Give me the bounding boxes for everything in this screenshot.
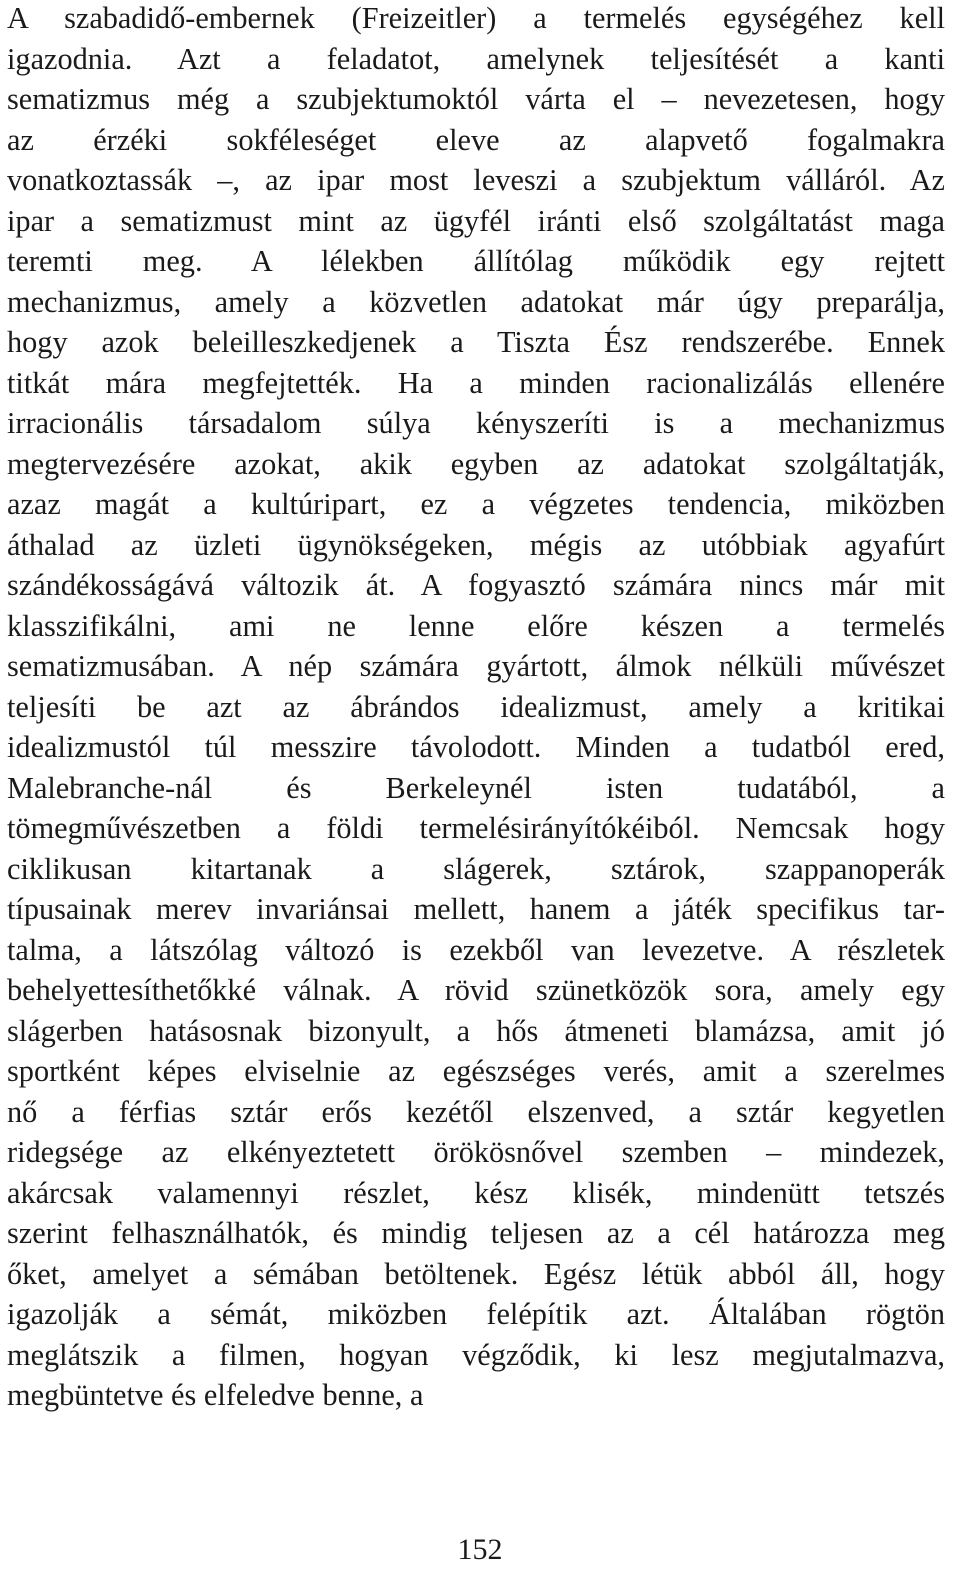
text-line: akárcsak valamennyi részlet, kész klisék, mindenütt tetszés: [7, 1175, 945, 1210]
text-line: az érzéki sokféleséget eleve az alapvető fogalmakra: [7, 122, 945, 157]
text-line: sematizmus még a szubjektumoktól várta el – nevezetesen, hogy: [7, 82, 945, 116]
text-line: idealizmustól túl messzire távolodott. Minden a tudatból ered,: [7, 730, 945, 764]
text-line: igazodnia. Azt a feladatot, amelynek teljesítését a kanti: [7, 41, 945, 76]
text-line: megbüntetve és elfeledve benne, a: [7, 1378, 424, 1412]
text-line: klasszifikálni, ami ne lenne előre készen a termelés: [7, 608, 945, 643]
text-line: teljesíti be azt az ábrándos idealizmust, amely a kritikai: [7, 689, 945, 724]
text-line: szerint felhasználhatók, és mindig teljesen az a cél határozza meg: [7, 1216, 945, 1250]
text-line: ipar a sematizmust mint az ügyfél iránti első szolgáltatást maga: [7, 203, 945, 238]
text-line: behelyettesíthetőkké válnak. A rövid szünetközök sora, amely egy: [7, 973, 945, 1007]
text-line: típusainak merev invariánsai mellett, hanem a játék specifikus tar-: [7, 892, 945, 926]
text-line: slágerben hatásosnak bizonyult, a hős átmeneti blamázsa, amit jó: [7, 1013, 945, 1048]
text-line: megtervezésére azokat, akik egyben az adatokat szolgáltatják,: [7, 446, 945, 481]
text-line: A szabadidő-embernek (Freizeitler) a termelés egységéhez kell: [7, 1, 945, 35]
text-line: titkát mára megfejtették. Ha a minden racionalizálás ellenére: [7, 365, 945, 400]
text-line: Malebranche-nál és Berkeleynél isten tudatából, a: [7, 770, 945, 805]
text-line: irracionális társadalom súlya kényszeríti is a mechanizmus: [7, 406, 945, 440]
text-line: áthalad az üzleti ügynökségeken, mégis az utóbbiak agyafúrt: [7, 527, 945, 562]
text-line: tömegművészetben a földi termelésirányítókéiból. Nemcsak hogy: [7, 811, 945, 845]
text-line: teremti meg. A lélekben állítólag működik egy rejtett: [7, 244, 945, 278]
text-line: sportként képes elviselnie az egészséges verés, amit a szerelmes: [7, 1054, 945, 1088]
text-line: mechanizmus, amely a közvetlen adatokat már úgy preparálja,: [7, 284, 945, 319]
text-line: vonatkoztassák –, az ipar most leveszi a szubjektum válláról. Az: [7, 163, 945, 197]
text-line: igazolják a sémát, miközben felépítik azt. Általában rögtön: [7, 1297, 945, 1331]
text-line: őket, amelyet a sémában betöltenek. Egész létük abból áll, hogy: [7, 1256, 945, 1291]
body-text: [7, 0, 945, 1416]
text-line: ciklikusan kitartanak a slágerek, sztárok, szappanoperák: [7, 851, 945, 886]
text-line: meglátszik a filmen, hogyan végződik, ki lesz megjutalmazva,: [7, 1337, 945, 1372]
text-line: szándékosságává változik át. A fogyasztó számára nincs már mit: [7, 568, 945, 602]
text-line: talma, a látszólag változó is ezekből van levezetve. A részletek: [7, 932, 945, 967]
text-line: azaz magát a kultúripart, ez a végzetes tendencia, miközben: [7, 487, 945, 521]
text-line: ridegsége az elkényeztetett örökösnővel szemben – mindezek,: [7, 1135, 945, 1169]
text-line: hogy azok beleilleszkedjenek a Tiszta Ész rendszerébe. Ennek: [7, 325, 945, 359]
text-line: nő a férfias sztár erős kezétől elszenved, a sztár kegyetlen: [7, 1094, 945, 1129]
text-line: sematizmusában. A nép számára gyártott, álmok nélküli művészet: [7, 649, 945, 683]
page-number: 152: [457, 1533, 503, 1566]
